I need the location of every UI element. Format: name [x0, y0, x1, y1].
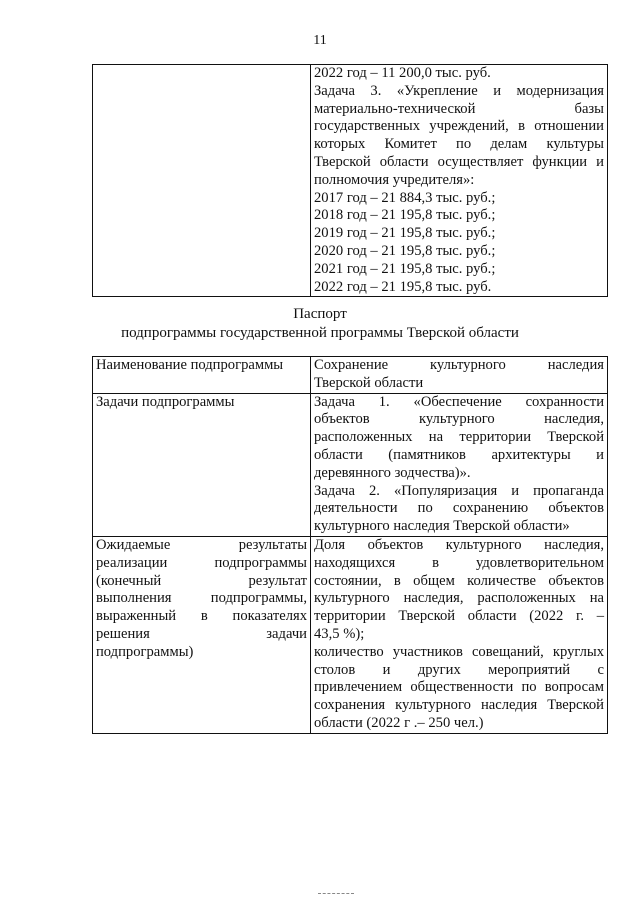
text-line: 2018 год – 21 195,8 тыс. руб.; [314, 207, 496, 224]
top-table [92, 64, 608, 297]
text-line: Ожидаемые результаты [96, 536, 307, 553]
text-line: которых Комитет по делам культуры [314, 136, 604, 153]
text-line: материально-технической базы [314, 100, 604, 117]
text-line: находящихся в удовлетворительном [314, 554, 604, 571]
text-line: государственных учреждений, в отношении [314, 118, 604, 135]
text-line: области (памятников архитектуры и [314, 446, 604, 463]
text-line: количество участников совещаний, круглых [314, 643, 604, 660]
passport-row-tasks [93, 393, 608, 536]
text-line: Сохранение культурного наследия [314, 357, 604, 373]
passport-subtitle: подпрограммы государственной программы Тверской области [121, 325, 519, 341]
text-line: расположенных на территории Тверской [314, 429, 604, 446]
text-line: подпрограммы) [96, 643, 194, 660]
text-line: объектов культурного наследия, [314, 411, 604, 428]
text-line: реализации подпрограммы [96, 554, 307, 571]
text-line: территории Тверской области (2022 г. – [314, 608, 604, 625]
text-line: 2020 год – 21 195,8 тыс. руб.; [314, 242, 496, 259]
text-line: культурного наследия, расположенных на [314, 590, 604, 607]
passport-heading [0, 305, 640, 343]
passport-value-cell [311, 536, 608, 733]
passport-table [92, 356, 608, 734]
text-line: выраженный в показателях [96, 608, 307, 625]
page-number: 11 [313, 33, 327, 48]
passport-label-cell [93, 357, 311, 394]
passport-title: Паспорт [293, 306, 347, 322]
text-line: области (2022 г .– 250 чел.) [314, 714, 484, 731]
text-line: состоянии, в общем количестве объектов [314, 572, 604, 589]
text-line: столов и других мероприятий с [314, 661, 604, 678]
text-line: Задача 3. «Укрепление и модернизация [314, 82, 604, 99]
passport-value-cell [311, 357, 608, 394]
footer-mark [318, 893, 354, 895]
text-line: 2019 год – 21 195,8 тыс. руб.; [314, 225, 496, 242]
passport-label-cell [93, 393, 311, 536]
text-line: 2021 год – 21 195,8 тыс. руб.; [314, 260, 496, 277]
text-line: Задачи подпрограммы [96, 393, 235, 410]
text-line: привлечением общественности по вопросам [314, 679, 604, 696]
passport-row-results [93, 536, 608, 733]
text-line: деятельности по сохранению объектов [314, 500, 604, 517]
text-line: деревянного зодчества)». [314, 464, 471, 481]
passport-label-cell [93, 536, 311, 733]
top-table-right-cell [311, 65, 608, 297]
text-line: выполнения подпрограммы, [96, 590, 307, 607]
text-line: Тверской области [314, 374, 424, 391]
top-table-left-cell [93, 65, 311, 297]
text-line: (конечный результат [96, 572, 307, 589]
text-line: сохранения культурного наследия Тверской [314, 697, 604, 714]
text-line: Задача 2. «Популяризация и пропаганда [314, 482, 604, 499]
text-line: Доля объектов культурного наследия, [314, 536, 604, 553]
text-line: 2017 год – 21 884,3 тыс. руб.; [314, 189, 496, 206]
passport-row-name [93, 357, 608, 394]
text-line: 43,5 %); [314, 625, 365, 642]
top-table-row [93, 65, 608, 297]
text-line: решения задачи [96, 625, 307, 642]
text-line: полномочия учредителя»: [314, 171, 475, 188]
text-line: Тверской области осуществляет функции и [314, 153, 604, 170]
text-line: Задача 1. «Обеспечение сохранности [314, 393, 604, 410]
text-line: Наименование подпрограммы [96, 357, 284, 373]
text-line: 2022 год – 21 195,8 тыс. руб. [314, 278, 492, 295]
text-line: культурного наследия Тверской области» [314, 518, 570, 535]
text-line: 2022 год – 11 200,0 тыс. руб. [314, 65, 491, 81]
passport-value-cell [311, 393, 608, 536]
